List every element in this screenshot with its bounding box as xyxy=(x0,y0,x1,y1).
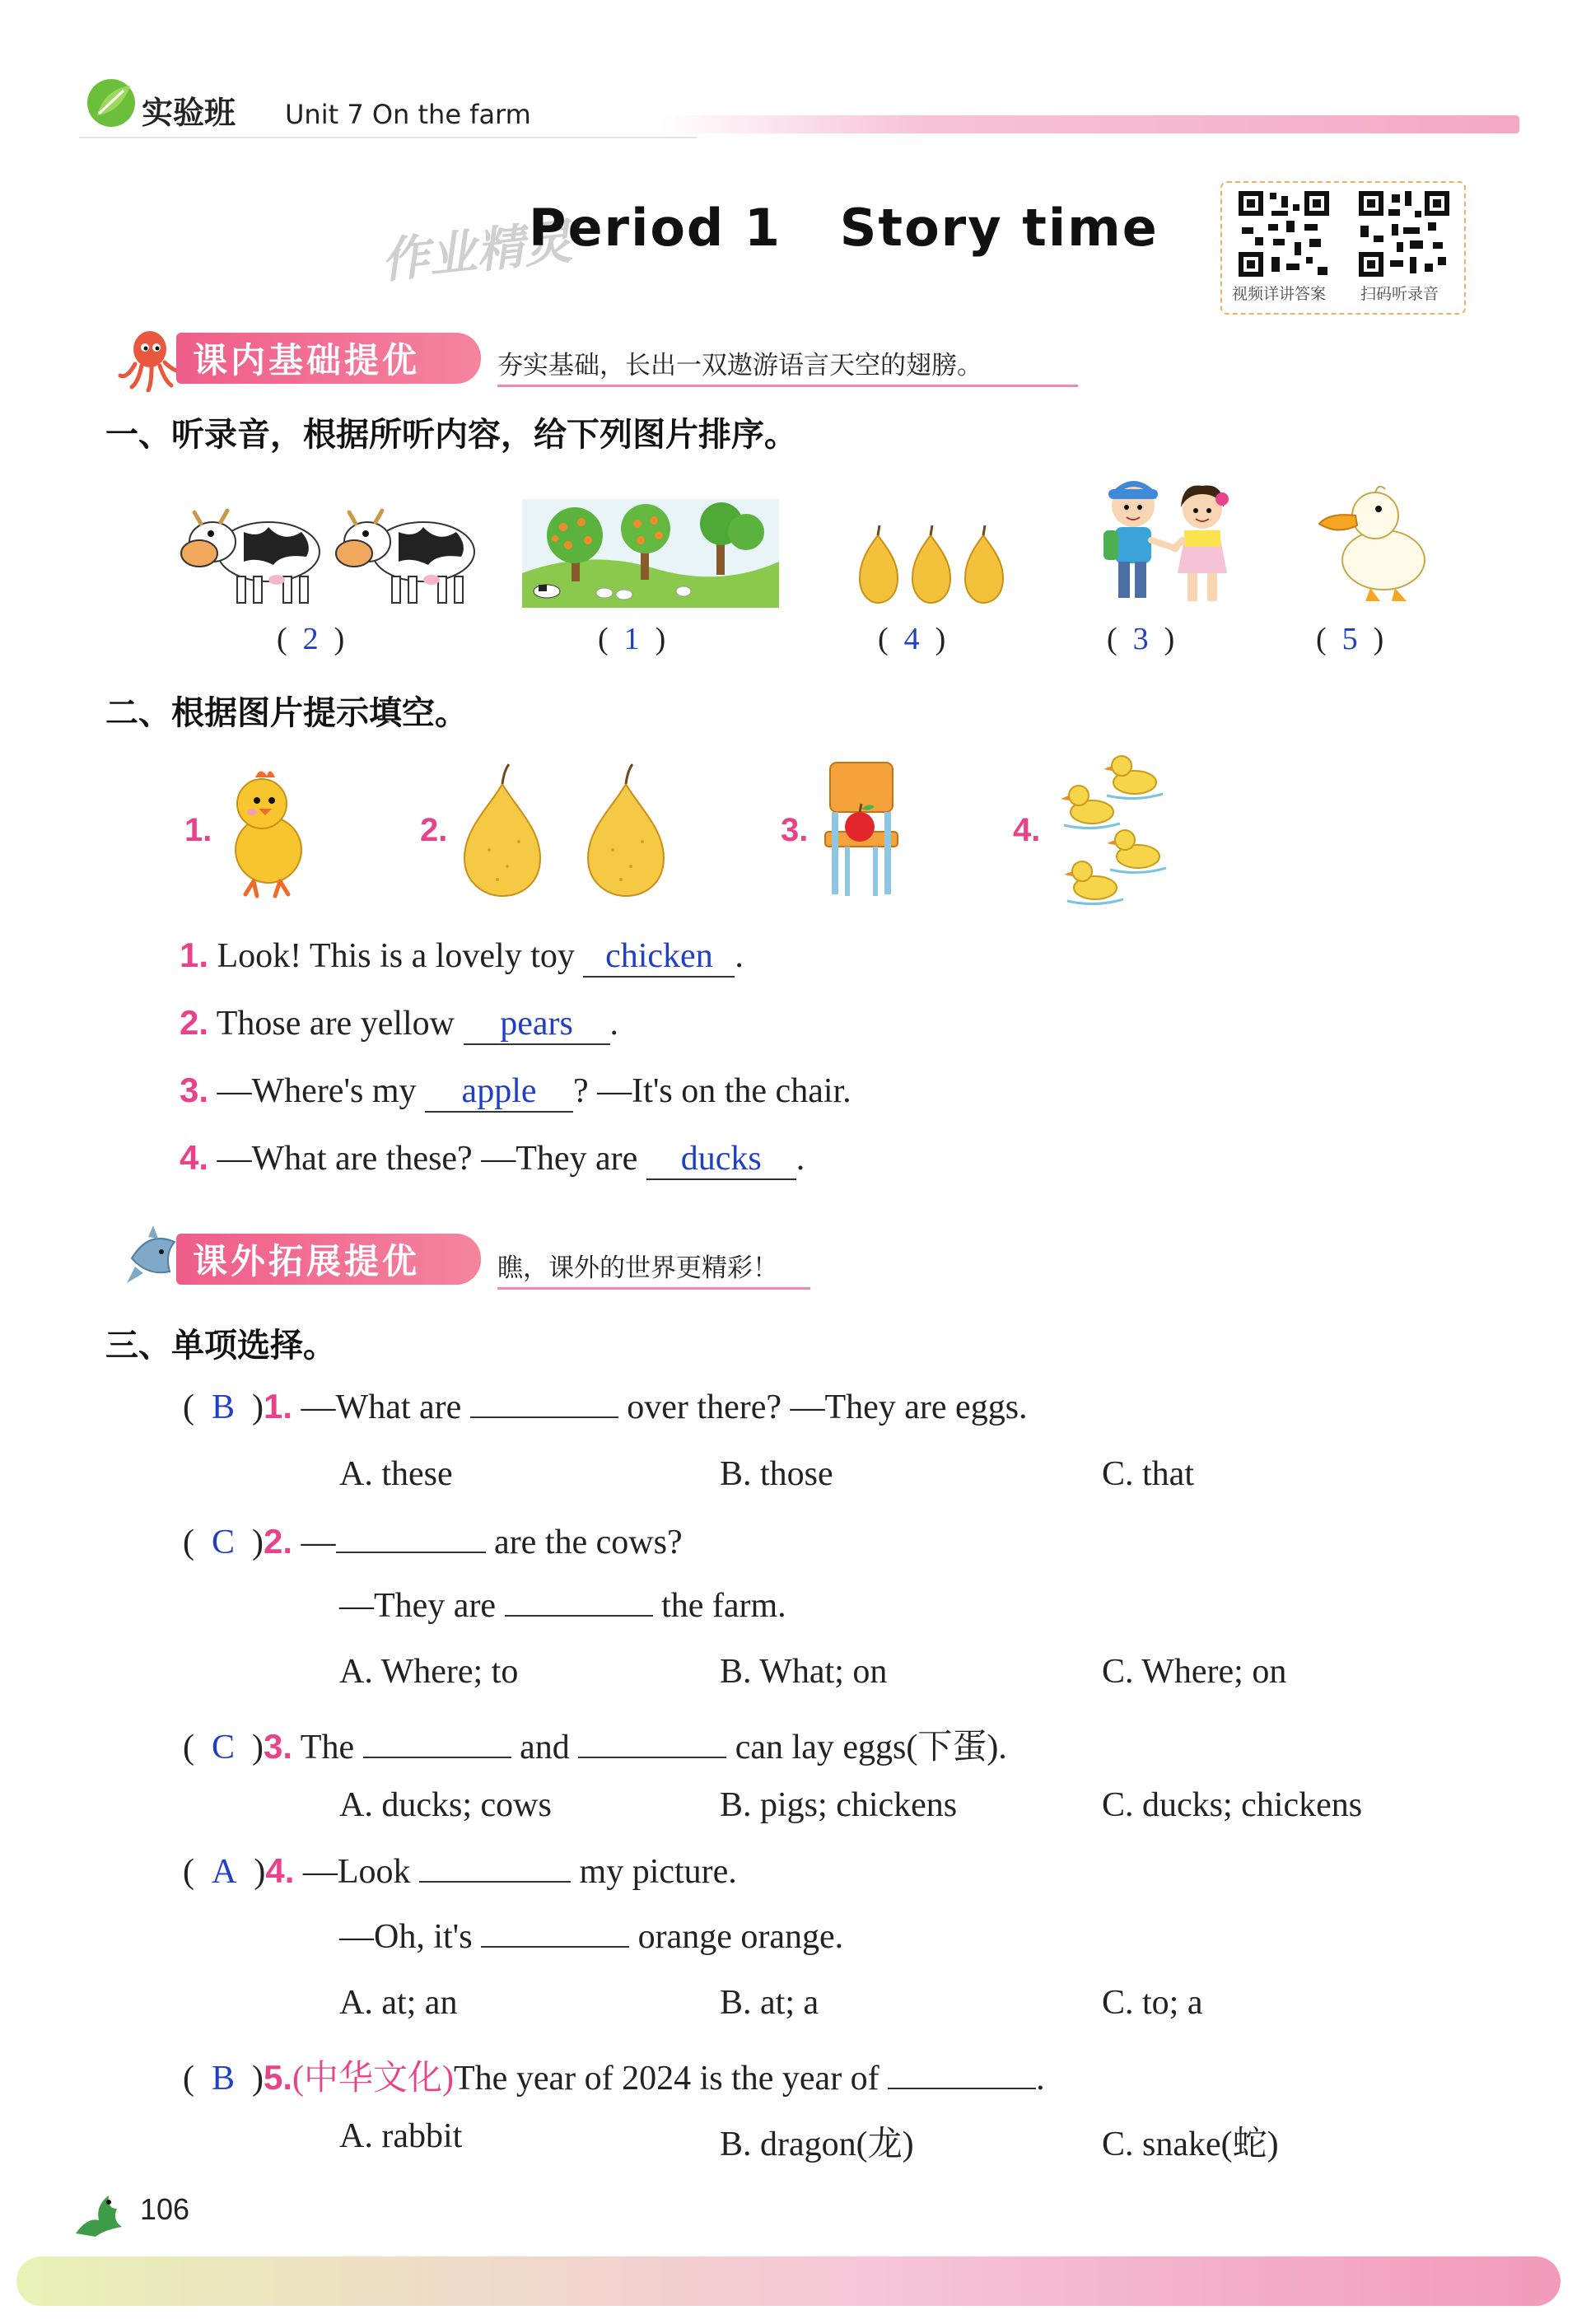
order-answer-3: 4 xyxy=(903,622,920,656)
ducklings-picture xyxy=(1056,748,1187,912)
question-1-title: 一、听录音，根据所听内容，给下列图片排序。 xyxy=(105,416,797,454)
mc-3-text-b: and xyxy=(520,1729,570,1766)
culture-tag: (中华文化) xyxy=(292,2060,455,2098)
mc-2-text-b: are the cows? xyxy=(494,1524,683,1561)
page-number: 106 xyxy=(140,2192,190,2226)
two-pears-picture xyxy=(456,759,670,899)
mc-5-text-a: The year of 2024 is the year of xyxy=(454,2060,879,2098)
answer-slot-1: ( 2 ) xyxy=(277,622,345,656)
shark-mascot-icon xyxy=(124,1225,181,1291)
unit-label: Unit 7 On the farm xyxy=(285,99,531,130)
mc-1-option-c[interactable]: C. that xyxy=(1102,1455,1194,1493)
mc-number-5: 5. xyxy=(264,2058,293,2097)
watermark: 作业精灵 xyxy=(378,213,575,289)
fill-number-3: 3. xyxy=(180,1071,209,1109)
mc-2-blank-1[interactable] xyxy=(336,1552,486,1553)
mc-1-blank[interactable] xyxy=(470,1416,618,1418)
fill-sentence-3 xyxy=(180,1071,851,1113)
mc-4-text-b: my picture. xyxy=(579,1853,737,1891)
farm-scene-picture xyxy=(522,499,779,608)
answer-slot-4: ( 3 ) xyxy=(1107,622,1175,656)
fill-text-before-4: —What are these? —They are xyxy=(217,1140,638,1178)
mc-4-option-a[interactable]: A. at; an xyxy=(339,1984,458,2022)
mc-3-option-b[interactable]: B. pigs; chickens xyxy=(720,1786,958,1824)
fill-text-before-1: Look! This is a lovely toy xyxy=(217,937,575,975)
qr-label-audio: 扫码听录音 xyxy=(1360,285,1439,303)
fill-answer-3[interactable]: apple xyxy=(425,1071,573,1113)
mc-answer-2[interactable]: C xyxy=(212,1524,236,1561)
mc-4-blank-1[interactable] xyxy=(419,1881,571,1883)
fill-number-1: 1. xyxy=(180,936,209,974)
header-rule xyxy=(79,137,697,138)
mc-question-2-line-2 xyxy=(339,1586,786,1626)
fill-text-after-2: . xyxy=(609,1005,619,1043)
mc-5-blank[interactable] xyxy=(888,2088,1036,2089)
mc-5-option-c[interactable]: C. snake(蛇) xyxy=(1102,2126,1279,2163)
mc-4-text-c: —Oh, it's xyxy=(339,1918,473,1956)
section-tag-basic: 课内基础提优 xyxy=(176,333,481,384)
mc-1-text-b: over there? —They are eggs. xyxy=(627,1388,1028,1426)
brand-label: 实验班 xyxy=(142,95,236,131)
mc-question-4: ( A )4. —Look my picture. xyxy=(183,1851,737,1891)
qr-label-video: 视频详讲答案 xyxy=(1232,285,1327,303)
mc-3-blank-2[interactable] xyxy=(578,1757,726,1758)
mc-2-option-b[interactable]: B. What; on xyxy=(720,1653,888,1691)
fill-sentence-4 xyxy=(180,1138,805,1180)
fill-answer-4[interactable]: ducks xyxy=(646,1139,796,1180)
dragon-footer-icon xyxy=(71,2184,128,2242)
mc-question-5: ( B )5.(中华文化)The year of 2024 is the year of . xyxy=(183,2058,1045,2098)
order-answer-4: 3 xyxy=(1132,622,1149,656)
fill-text-after-3: ? —It's on the chair. xyxy=(573,1072,851,1110)
mc-number-3: 3. xyxy=(264,1727,293,1766)
mc-answer-1[interactable]: B xyxy=(212,1388,236,1426)
mc-2-option-c[interactable]: C. Where; on xyxy=(1102,1653,1287,1691)
mc-2-blank-2[interactable] xyxy=(505,1615,653,1617)
question-3-title: 三、单项选择。 xyxy=(105,1327,336,1365)
mc-3-text-a: The xyxy=(300,1729,355,1766)
mc-4-blank-2[interactable] xyxy=(481,1946,629,1948)
mc-number-1: 1. xyxy=(264,1387,293,1426)
fill-answer-1[interactable]: chicken xyxy=(583,936,735,978)
section-slogan-basic: 夯实基础，长出一双遨游语言天空的翅膀。 xyxy=(497,344,1078,387)
fill-answer-2[interactable]: pears xyxy=(464,1004,610,1045)
chick-picture xyxy=(221,761,311,901)
mc-answer-4[interactable]: A xyxy=(212,1853,237,1891)
fill-sentence-1 xyxy=(180,936,744,978)
mc-4-text-d: orange orange. xyxy=(637,1918,844,1956)
three-pears-picture xyxy=(853,524,1010,606)
mc-5-text-b: . xyxy=(1036,2060,1045,2098)
answer-slot-3: ( 4 ) xyxy=(878,622,946,656)
order-answer-2: 1 xyxy=(623,622,640,656)
mc-5-option-a[interactable]: A. rabbit xyxy=(339,2117,463,2155)
fill-text-after-4: . xyxy=(795,1140,805,1178)
mc-number-4: 4. xyxy=(265,1851,295,1890)
qr-code-audio-icon[interactable] xyxy=(1355,188,1453,280)
mc-answer-3[interactable]: C xyxy=(212,1729,236,1766)
answer-slot-2: ( 1 ) xyxy=(598,622,666,656)
section-slogan-extended: 瞧，课外的世界更精彩！ xyxy=(497,1247,810,1290)
qr-code-video-icon[interactable] xyxy=(1235,188,1332,280)
header-decor-bar xyxy=(659,115,1519,133)
pic-number-1: 1. xyxy=(184,812,212,848)
question-2-title: 二、根据图片提示填空。 xyxy=(105,694,468,732)
order-answer-5: 5 xyxy=(1341,622,1358,656)
mc-2-text-c: —They are xyxy=(339,1587,497,1625)
mc-4-option-b[interactable]: B. at; a xyxy=(720,1984,819,2022)
mc-answer-5[interactable]: B xyxy=(212,2060,236,2098)
page-title: Period 1 Story time xyxy=(529,198,1159,258)
fill-text-before-2: Those are yellow xyxy=(216,1005,455,1043)
fill-text-after-1: . xyxy=(735,937,744,975)
mc-1-option-a[interactable]: A. these xyxy=(339,1455,453,1493)
pic-number-2: 2. xyxy=(420,812,448,848)
mc-3-option-a[interactable]: A. ducks; cows xyxy=(339,1786,552,1824)
mc-4-text-a: —Look xyxy=(302,1853,411,1891)
mc-question-1: ( B )1. —What are over there? —They are eggs. xyxy=(183,1387,1028,1426)
fill-number-2: 2. xyxy=(180,1003,209,1042)
mc-question-2: ( C )2. — are the cows? xyxy=(183,1522,683,1561)
mc-5-option-b[interactable]: B. dragon(龙) xyxy=(720,2126,914,2163)
chair-with-apple-picture xyxy=(820,759,903,899)
mc-3-blank-1[interactable] xyxy=(363,1757,511,1758)
order-answer-1: 2 xyxy=(302,622,319,656)
mc-1-text-a: —What are xyxy=(301,1388,462,1426)
duck-picture xyxy=(1313,474,1436,606)
mc-question-3: ( C )3. The and can lay eggs(下蛋). xyxy=(183,1727,1007,1766)
mc-4-option-c[interactable]: C. to; a xyxy=(1102,1984,1203,2022)
pic-number-3: 3. xyxy=(781,812,809,848)
cow-picture-1 xyxy=(178,494,326,609)
mc-2-text-a: — xyxy=(301,1524,336,1561)
kids-shaking-hands-picture xyxy=(1085,474,1247,609)
pic-number-4: 4. xyxy=(1013,812,1041,848)
fill-sentence-2 xyxy=(180,1003,618,1045)
mc-3-option-c[interactable]: C. ducks; chickens xyxy=(1102,1786,1363,1824)
cow-picture-2 xyxy=(333,494,481,609)
mc-3-text-c: can lay eggs(下蛋). xyxy=(735,1729,1007,1766)
answer-slot-5: ( 5 ) xyxy=(1316,622,1384,656)
mc-question-4-line-2 xyxy=(339,1917,843,1957)
mc-2-option-a[interactable]: A. Where; to xyxy=(339,1653,519,1691)
fill-text-before-3: —Where's my xyxy=(217,1072,417,1110)
mc-2-text-d: the farm. xyxy=(661,1587,786,1625)
fill-number-4: 4. xyxy=(180,1138,209,1177)
mc-number-2: 2. xyxy=(264,1522,293,1561)
leaf-logo-icon xyxy=(86,77,137,128)
mc-1-option-b[interactable]: B. those xyxy=(720,1455,833,1493)
footer-decor-bar xyxy=(16,2256,1561,2306)
section-tag-extended: 课外拓展提优 xyxy=(176,1234,481,1285)
